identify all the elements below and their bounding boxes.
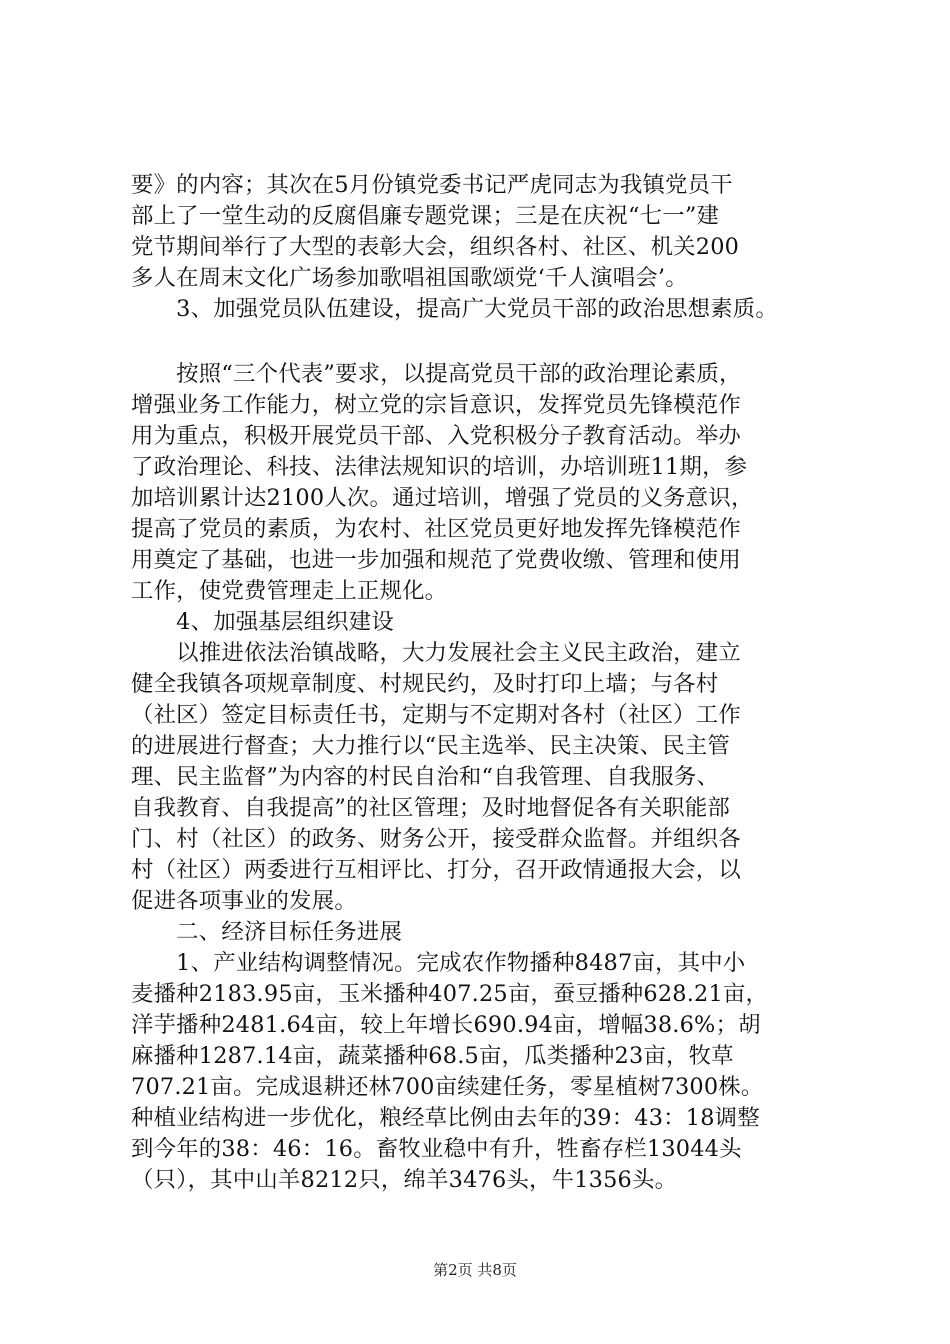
text-line: 了政治理论、科技、法律法规知识的培训，办培训班11期，参 — [131, 454, 748, 480]
body-text — [131, 170, 831, 1196]
text-line: 用奠定了基础，也进一步加强和规范了党费收缴、管理和使用 — [131, 547, 741, 573]
text-line: 到今年的38：46：16。畜牧业稳中有升，牲畜存栏13044头 — [131, 1136, 742, 1162]
text-line: 部上了一堂生动的反腐倡廉专题党课；三是在庆祝“七一”建 — [131, 203, 720, 229]
text-line: （社区）签定目标责任书，定期与不定期对各村（社区）工作 — [131, 702, 741, 728]
text-line: 村（社区）两委进行互相评比、打分，召开政情通报大会，以 — [131, 857, 741, 883]
text-line: 麦播种2183.95亩，玉米播种407.25亩，蚕豆播种628.21亩， — [131, 981, 769, 1007]
text-line: 洋芋播种2481.64亩，较上年增长690.94亩，增幅38.6%；胡 — [131, 1012, 761, 1038]
section-heading: 二、经济目标任务进展 — [131, 919, 403, 945]
text-line: 促进各项事业的发展。 — [131, 888, 357, 914]
text-line: 提高了党员的素质，为农村、社区党员更好地发挥先锋模范作 — [131, 516, 741, 542]
page-number-footer: 第2页 共8页 — [433, 1261, 517, 1279]
text-line: 自我教育、自我提高”的社区管理；及时地督促各有关职能部 — [131, 795, 731, 821]
text-line: 的进展进行督查；大力推行以“民主选举、民主决策、民主管 — [131, 733, 731, 759]
text-line: 707.21亩。完成退耕还林700亩续建任务，零星植树7300株。 — [131, 1074, 764, 1100]
text-line: 健全我镇各项规章制度、村规民约，及时打印上墙；与各村 — [131, 671, 719, 697]
text-line: 1、产业结构调整情况。完成农作物播种8487亩，其中小 — [131, 950, 746, 976]
text-line: 多人在周末文化广场参加歌唱祖国歌颂党‘千人演唱会’。 — [131, 265, 688, 291]
paragraph-gap — [131, 325, 831, 359]
text-line: 门、村（社区）的政务、财务公开，接受群众监督。并组织各 — [131, 826, 741, 852]
text-line: 增强业务工作能力，树立党的宗旨意识，发挥党员先锋模范作 — [131, 392, 741, 418]
section-heading: 4、加强基层组织建设 — [131, 609, 394, 635]
text-line: 工作，使党费管理走上正规化。 — [131, 578, 448, 604]
text-line: 要》的内容；其次在5月份镇党委书记严虎同志为我镇党员干 — [131, 172, 733, 198]
text-line: 按照“三个代表”要求，以提高党员干部的政治理论素质， — [131, 361, 742, 387]
text-line: 种植业结构进一步优化，粮经草比例由去年的39：43：18调整 — [131, 1105, 760, 1131]
text-line: 理、民主监督”为内容的村民自治和“自我管理、自我服务、 — [131, 764, 720, 790]
text-line: 用为重点，积极开展党员干部、入党积极分子教育活动。举办 — [131, 423, 741, 449]
section-heading: 3、加强党员队伍建设，提高广大党员干部的政治思想素质。 — [131, 296, 778, 322]
text-line: 麻播种1287.14亩，蔬菜播种68.5亩，瓜类播种23亩，牧草 — [131, 1043, 734, 1069]
text-line: 加培训累计达2100人次。通过培训，增强了党员的义务意识， — [131, 485, 754, 511]
text-line: （只），其中山羊8212只，绵羊3476头，牛1356头。 — [131, 1167, 678, 1193]
text-line: 以推进依法治镇战略，大力发展社会主义民主政治，建立 — [131, 640, 741, 666]
text-line: 党节期间举行了大型的表彰大会，组织各村、社区、机关200 — [131, 234, 740, 260]
